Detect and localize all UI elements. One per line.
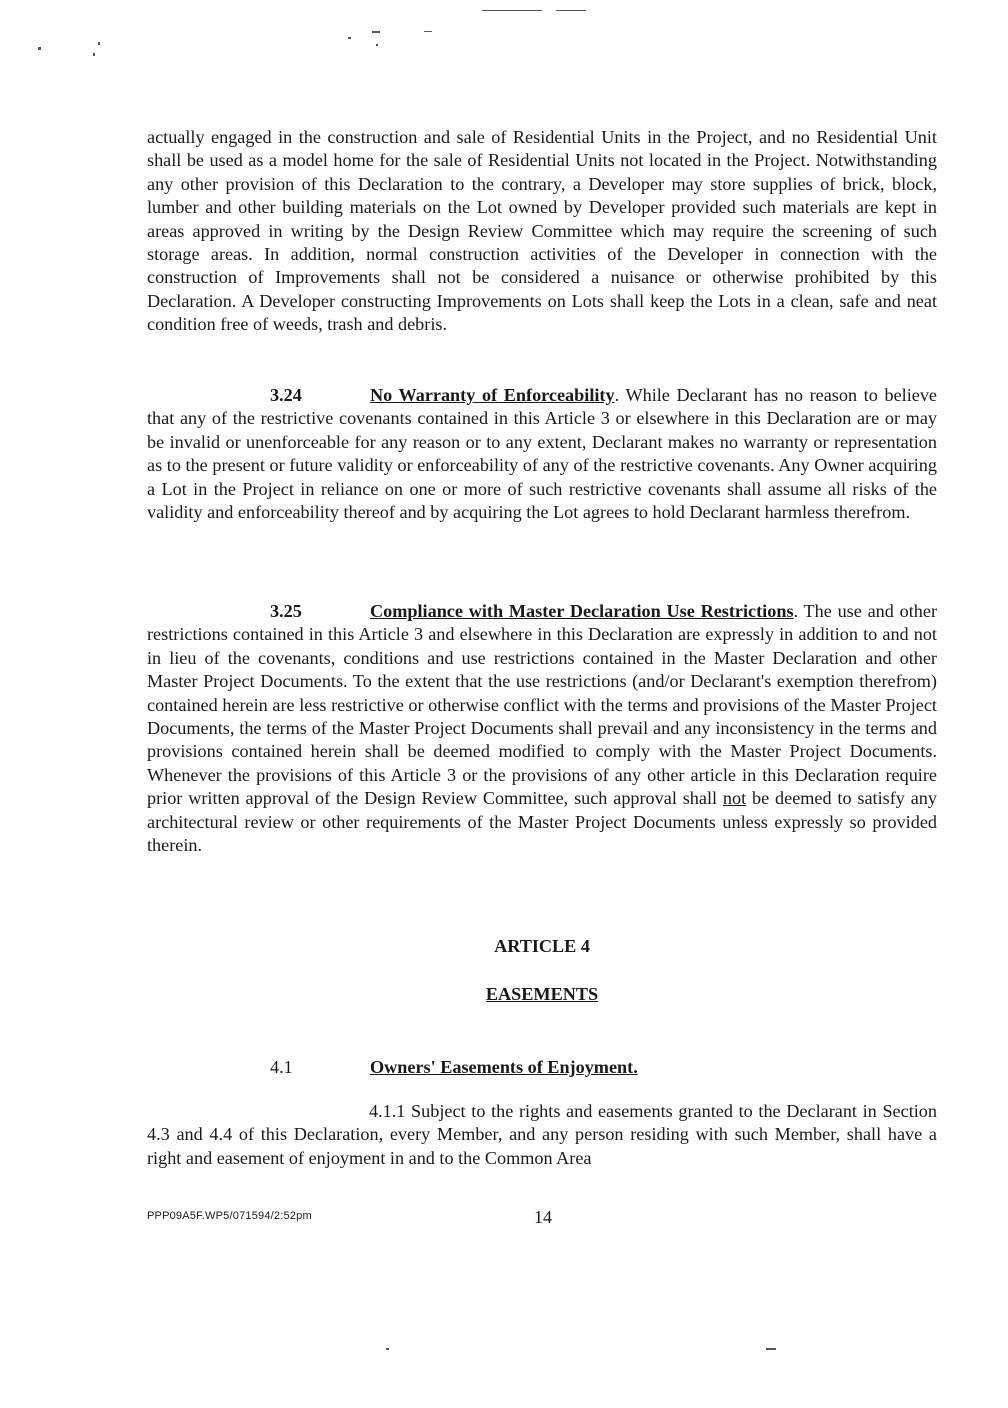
article-heading: ARTICLE 4 [494,936,590,956]
section-body: . While Declarant has no reason to believe that any of the restrictive covenants contained in this Article 3 or elsewhere in this Declaration are or may be invalid or unenforceable for any reason or to any extent, Declarant makes no warranty or representation as to the present or future validity or enforceability of any of the restrictive covenants. Any Owner acquiring a Lot in the Project in reliance on one or more of such restrictive covenants shall assume all risks of the validity and enforceability thereof and by acquiring the Lot agrees to hold Declarant harmless therefrom. [147,385,937,523]
emphasis-not: not [722,788,747,809]
scan-mark [98,42,100,45]
subsection-body: Subject to the rights and easements granted to the Declarant in Section 4.3 and 4.4 of this Declaration, every Member, and any person residing with such Member, shall have a right and easement of enjoyment in and to the Common Area [147,1101,937,1168]
section-title: Owners' Easements of Enjoyment. [370,1057,638,1077]
footer-document-id: PPP09A5F.WP5/071594/2:52pm [147,1210,312,1222]
section-body-end: be deemed to satisfy any architectural review or other requirements of the Master Project Documents unless expressly so provided therein. [147,788,937,856]
scan-mark [38,47,41,50]
section-title: Compliance with Master Declaration Use Restrictions [370,601,794,621]
scan-mark [766,1348,776,1350]
section-body: . The use and other restrictions contained in this Article 3 and elsewhere in this Declaration are expressly in addition to and not in lieu of the covenants, conditions and use restrictions contained in the Master Declaration and other Master Project Documents. To the extent that the use restrictions (and/or Declarant's exemption therefrom) contained herein are less restrictive or otherwise conflict with the terms and provisions of the Master Project Documents, the terms of the Master Project Documents shall prevail and any inconsistency in the terms and provisions contained herein shall be deemed modified to comply with the Master Project Documents. Whenever the provisions of this Article 3 or the provisions of any other article in this Declaration require prior written approval of the Design Review Committee, such approval shall [147,601,937,809]
scan-mark [556,10,586,11]
subsection-number: 4.1.1 [369,1101,406,1121]
section-3-25 [147,600,937,857]
section-3-24 [147,384,937,524]
section-number: 3.24 [270,385,302,405]
continuation-paragraph: actually engaged in the construction and sale of Residential Units in the Project, and no Residential Unit shall be used as a model home for the sale of Residential Units not located in the Project. Notwithstanding any other provision of this Declaration to the contrary, a Developer may store supplies of brick, block, lumber and other building materials on the Lot owned by Developer provided such materials are kept in areas approved in writing by the Design Review Committee which may require the screening of such storage areas. In addition, normal construction activities of the Developer in connection with the construction of Improvements shall not be considered a nuisance or otherwise prohibited by this Declaration. A Developer constructing Improvements on Lots shall keep the Lots in a clean, safe and neat condition free of weeds, trash and debris. [147,127,937,335]
scan-mark [348,37,351,39]
scan-mark [372,31,380,33]
scan-mark [93,53,95,56]
scan-mark [376,44,378,46]
article-title: EASEMENTS [485,984,599,1004]
section-title: No Warranty of Enforceability [370,385,615,405]
section-number: 4.1 [270,1057,293,1077]
scan-mark [424,31,432,32]
scan-mark [482,10,542,11]
section-number: 3.25 [270,601,302,621]
scan-mark [386,1348,389,1350]
section-4-1 [147,1056,937,1079]
section-4-1-1 [147,1100,937,1170]
page-number: 14 [534,1207,552,1227]
